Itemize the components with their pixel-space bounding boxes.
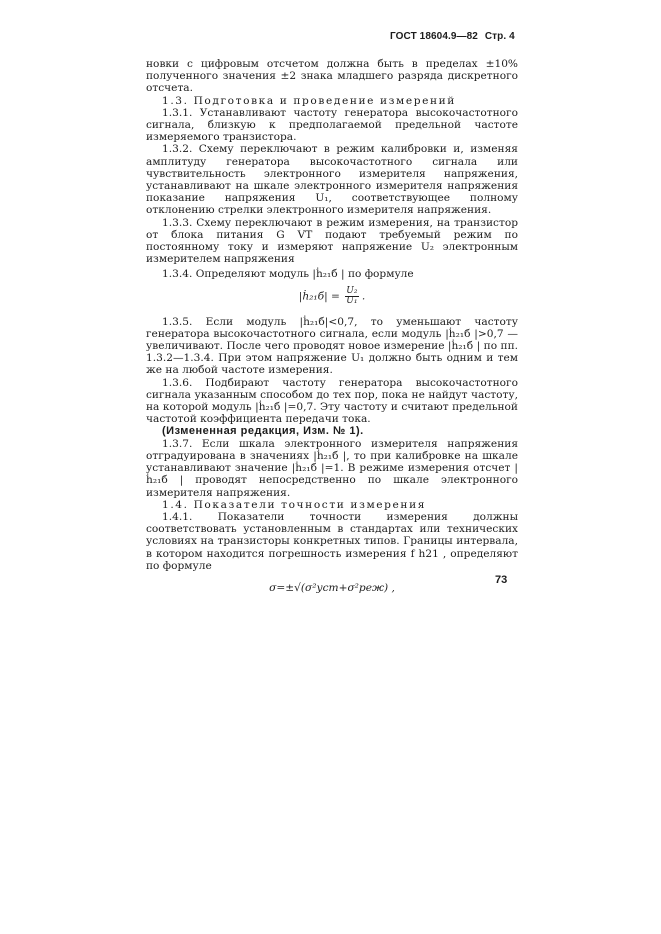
- body-text: [146, 58, 518, 594]
- fraction: [345, 287, 358, 306]
- paragraph: 1.3.1. Устанавливают частоту генератора высокочастотного сигнала, близкую к предполагаемой предельной частоте измеряемого транзистора.: [146, 106, 518, 144]
- section-heading: 1.4. Показатели точности измерения: [162, 498, 427, 511]
- paragraph: 1.4.1. Показатели точности измерения должны соответствовать установленным в стандартах или технических условиях на транзисторы конкретных типов. Границы интервала, в котором находится погрешность измерения f h21 , определяют по формуле: [146, 510, 518, 572]
- paragraph: 1.3.3. Схему переключают в режим измерения, на транзистор от блока питания G VT подают требуемый режим по постоянному току и измеряют напряжение U₂ электронным измерителем напряжения: [146, 216, 518, 266]
- paragraph: новки с цифровым отсчетом должна быть в пределах ±10% полученного значения ±2 знака младшего разряда дискретного отсчета.: [146, 58, 518, 95]
- formula-text: |ḣ₂₁б| =: [298, 290, 344, 303]
- paragraph: 1.3.4. Определяют модуль |ḣ₂₁б | по формуле: [162, 268, 414, 281]
- paragraph: 1.3.6. Подбирают частоту генератора высокочастотного сигнала указанным способом до тех пор, пока не найдут частоту, на которой модуль |ḣ₂₁б |=0,7. Эту частоту и считают предельной частотой коэффициента передачи тока.: [146, 376, 518, 426]
- page-header: [390, 31, 519, 42]
- paragraph: 1.3.2. Схему переключают в режим калибровки и, изменяя амплитуду генератора высокочастотного сигнала или чувствительность электронного измерителя напряжения, устанавливают на шкале электронного измерителя напряжения показание напряжения U₁, соответствующее полному отклонению стрелки электронного измерителя напряжения.: [146, 143, 518, 217]
- edition-note: (Измененная редакция, Изм. № 1).: [162, 425, 364, 438]
- page-number: 73: [495, 574, 508, 586]
- formula-end: .: [361, 290, 366, 303]
- standard-id: ГОСТ 18604.9—82: [390, 31, 478, 42]
- fraction-numerator: U₂: [346, 285, 358, 296]
- paragraph: 1.3.7. Если шкала электронного измерителя напряжения отградуирована в значениях |ḣ₂₁б |, то при калибровке на шкале устанавливают значение |ḣ₂₁б |=1. В режиме измерения отсчет |ḣ₂₁б | проводят непосредственно по шкале электронного измерителя напряжения.: [146, 437, 518, 499]
- formula: σ=±√(σ²уст+σ²реж) ,: [269, 581, 395, 594]
- section-heading: 1.3. Подготовка и проведение измерений: [162, 94, 456, 107]
- page-label: Стр. 4: [484, 31, 515, 42]
- fraction-denominator: U₁: [346, 295, 358, 306]
- formula: [146, 287, 518, 306]
- paragraph: 1.3.5. Если модуль |ḣ₂₁б|<0,7, то уменьшают частоту генератора высокочастотного сигнала, если модуль |ḣ₂₁б |>0,7 — увеличивают. После чего проводят новое измерение |ḣ₂₁б | по пп. 1.3.2—1.3.4. При этом напряжение U₁ должно быть одним и тем же на любой частоте измерения.: [146, 315, 518, 377]
